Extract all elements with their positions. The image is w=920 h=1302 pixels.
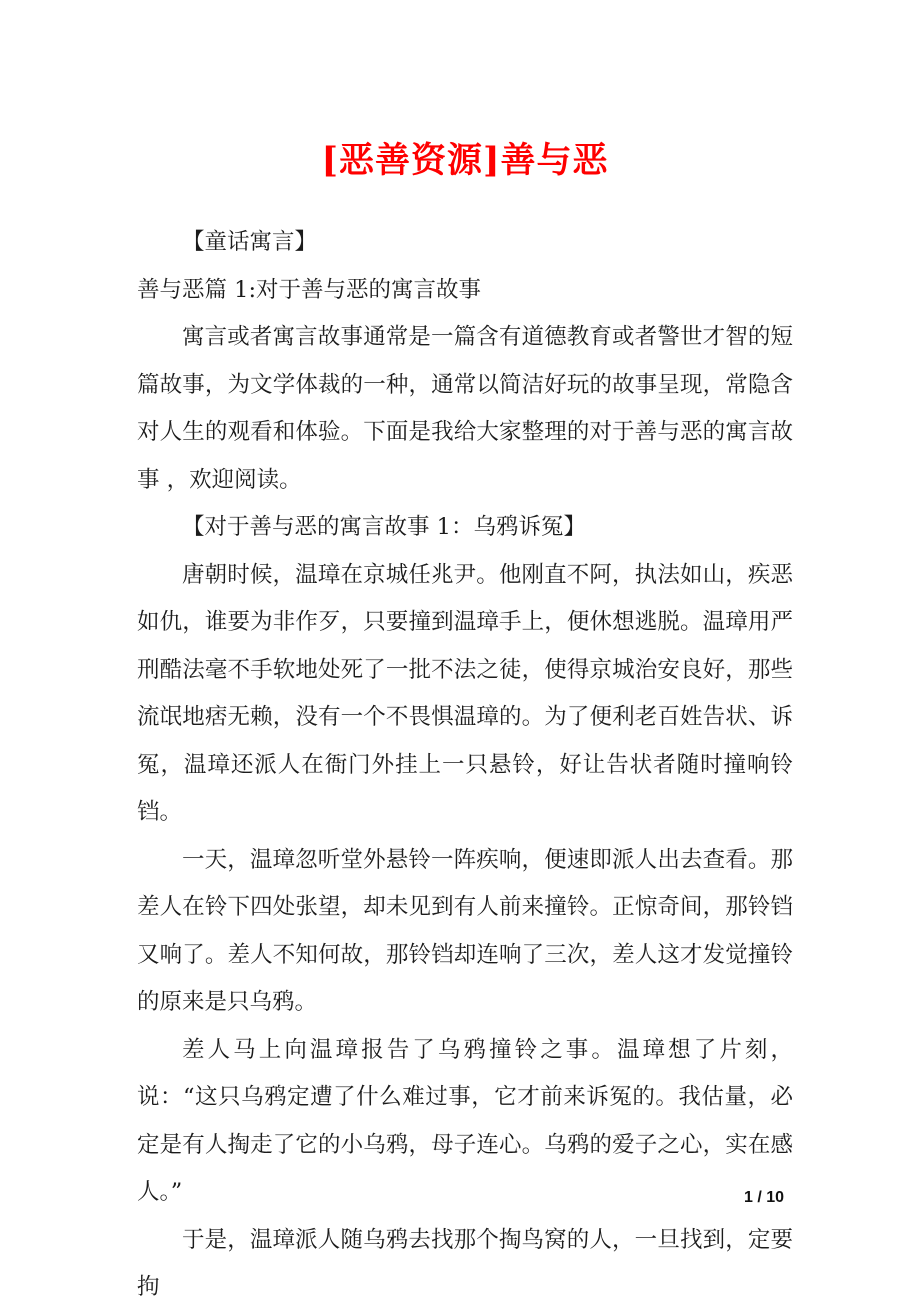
- paragraph: 差人马上向温璋报告了乌鸦撞铃之事。温璋想了片刻，说：“这只乌鸦定遭了什么难过事，它才前来诉冤的。我估量，必定是有人掏走了它的小乌鸦，母子连心。乌鸦的爱子之心，实在感人。”: [137, 1036, 793, 1205]
- paragraph: 于是，温璋派人随乌鸦去找那个掏鸟窝的人，一旦找到，定要拘: [137, 1226, 793, 1300]
- paragraph: 唐朝时候，温璋在京城任兆尹。他刚直不阿，执法如山，疾恶如仇，谁要为非作歹，只要撞到温璋手上，便休想逃脱。温璋用严刑酷法毫不手软地处死了一批不法之徒，使得京城治安良好，那些流氓地痞无赖，没有一个不畏惧温璋的。为了便利老百姓告状、诉冤，温璋还派人在衙门外挂上一只悬铃，好让告状者随时撞响铃铛。: [137, 561, 793, 825]
- document-body: [137, 219, 793, 1302]
- page-number-indicator: 1 / 10: [743, 1189, 784, 1206]
- paragraph: 【对于善与恶的寓言故事 1：乌鸦诉冤】: [182, 514, 586, 540]
- paragraph: 善与恶篇 1:对于善与恶的寓言故事: [137, 276, 482, 303]
- paragraph: 寓言或者寓言故事通常是一篇含有道德教育或者警世才智的短篇故事，为文学体裁的一种，通常以简洁好玩的故事呈现，常隐含对人生的观看和体验。下面是我给大家整理的对于善与恶的寓言故事 ，欢迎阅读。: [137, 324, 793, 493]
- paragraph: 一天，温璋忽听堂外悬铃一阵疾响，便速即派人出去查看。那差人在铃下四处张望，却未见到有人前来撞铃。正惊奇间，那铃铛又响了。差人不知何故，那铃铛却连响了三次，差人这才发觉撞铃的原来是只乌鸦。: [137, 846, 793, 1015]
- paragraph: 【童话寓言】: [182, 229, 318, 255]
- document-title: [恶善资源]善与恶: [321, 140, 609, 181]
